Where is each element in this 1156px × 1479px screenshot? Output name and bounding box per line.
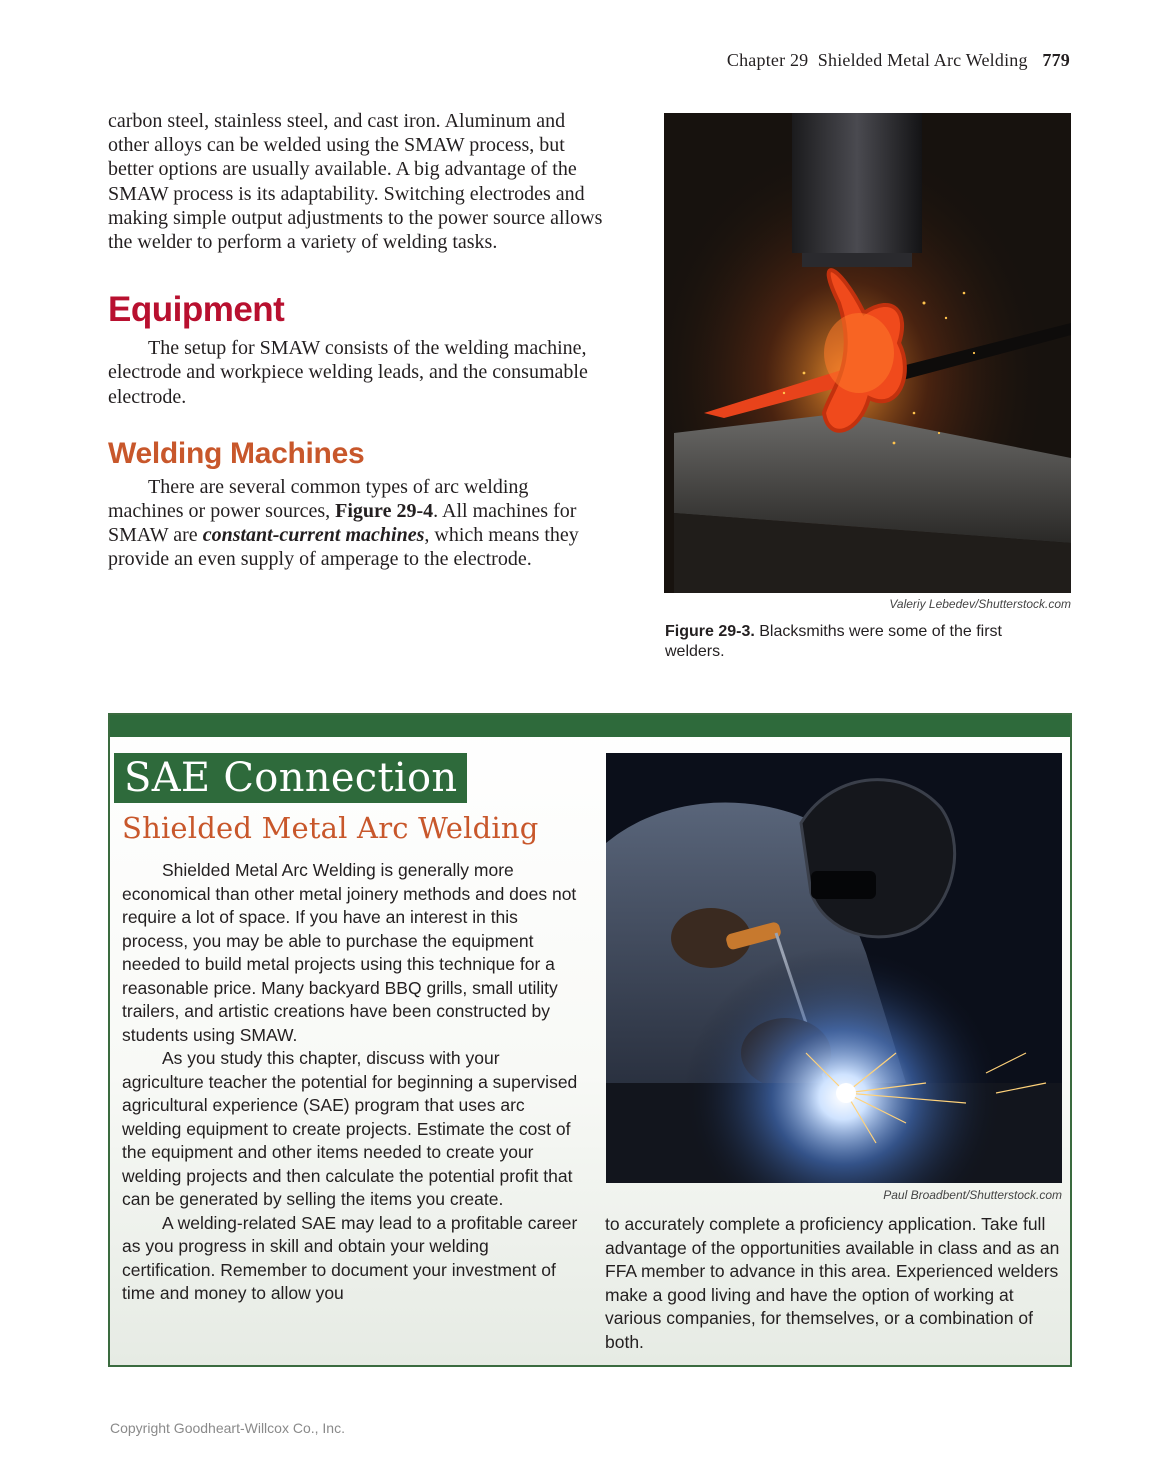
welding-arc (836, 1083, 856, 1103)
hammer-shape (792, 113, 922, 253)
page-number: 779 (1042, 50, 1070, 70)
sae-connection-tag: SAE Connection (114, 753, 467, 803)
welding-machines-paragraph (108, 475, 608, 572)
sae-top-bar (110, 715, 1070, 737)
chapter-title: Shielded Metal Arc Welding (817, 50, 1028, 70)
welding-machines-text-1: There are several common types of arc welding machines or power sources, (108, 475, 529, 523)
running-head (727, 50, 1070, 71)
sae-paragraph-3-start: A welding-related SAE may lead to a profitable career as you progress in skill and obtain your welding certification. Remember to document your investment of time and money to allow you (122, 1212, 578, 1303)
main-text-column (108, 109, 608, 572)
equipment-heading: Equipment (108, 290, 285, 330)
figure-29-3-caption (665, 622, 1065, 662)
figure-29-4-reference[interactable]: Figure 29-4 (335, 500, 434, 523)
copyright-footer: Copyright Goodheart-Willcox Co., Inc. (110, 1420, 345, 1436)
figure-29-3-credit: Valeriy Lebedev/Shutterstock.com (889, 597, 1071, 611)
equipment-paragraph: The setup for SMAW consists of the welding machine, electrode and workpiece welding leads, and the consumable electrode. (108, 337, 588, 408)
sae-paragraph-1: Shielded Metal Arc Welding is generally more economical than other metal joinery methods and does not require a lot of space. If you have an interest in this process, you may be able to purchase the equipment needed to build metal projects using this technique for a reasonable price. Many backyard BBQ grills, small utility trailers, and artistic creations have been constructed by students using SMAW. (122, 860, 577, 1045)
sae-paragraph-3-continued: to accurately complete a proficiency application. Take full advantage of the opportunities available in class and as an FFA member to advance in this area. Experienced welders make a good living and have the option of working at various companies, for themselves, or a combination of both. (605, 1214, 1060, 1352)
chapter-number: Chapter 29 (726, 50, 809, 70)
sae-connection-box (108, 713, 1072, 1367)
welder-photo-credit: Paul Broadbent/Shutterstock.com (883, 1188, 1062, 1202)
figure-29-3-caption-text: Blacksmiths were some of the first welders. (665, 623, 1002, 660)
sae-paragraph-2: As you study this chapter, discuss with your agriculture teacher the potential for beginning a supervised agricultural experience (SAE) program that uses arc welding equipment to create projects. Estimate the cost of the equipment and other items needed to create your welding projects and then calculate the potential profit that can be generated by selling the items you create. (122, 1048, 578, 1209)
sae-subtitle: Shielded Metal Arc Welding (122, 811, 539, 845)
sae-right-column (605, 1213, 1065, 1354)
intro-paragraph: carbon steel, stainless steel, and cast iron. Aluminum and other alloys can be welded using the SMAW process, but better options are usually available. A big advantage of the SMAW process is its adaptability. Switching electrodes and making simple output adjustments to the power source allows the welder to perform a variety of welding tasks. (108, 110, 603, 254)
welding-machines-text-3: , which means they provide an even supply of amperage to the electrode. (108, 524, 579, 571)
figure-29-3-photo (664, 113, 1071, 593)
welding-machines-text-2: . All machines for SMAW are (108, 500, 577, 547)
figure-29-3-label: Figure 29-3. (665, 623, 755, 640)
key-term-constant-current: constant-current machines (202, 524, 425, 547)
sae-left-column (122, 859, 582, 1306)
welding-machines-heading: Welding Machines (108, 436, 365, 470)
welder-photo (606, 753, 1062, 1183)
